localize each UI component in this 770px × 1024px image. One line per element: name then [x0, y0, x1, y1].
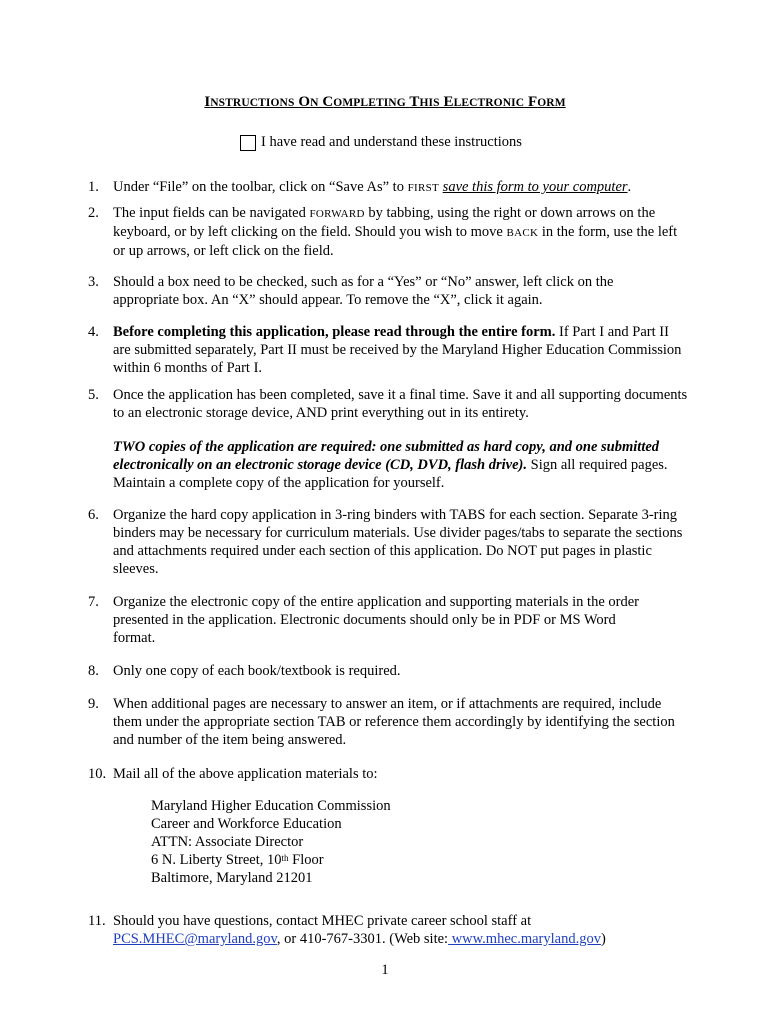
- page-number: 1: [381, 962, 389, 978]
- page-title: INSTRUCTIONS ON COMPLETING THIS ELECTRONIC FORM: [204, 94, 566, 110]
- instruction-item-1: 1. Under “File” on the toolbar, click on “Save As” to FIRST save this form to your computer.: [88, 179, 632, 195]
- acknowledge-label: I have read and understand these instructions: [261, 134, 522, 150]
- instruction-item-6: 6. Organize the hard copy application in 3-ring binders with TABS for each section. Separate 3-ring binders may be necessary for curriculum materials. Use divider pages/tabs to separate the sections and attachments required under each section of this application. Do NOT put pages in plastic sleeves.: [88, 507, 683, 577]
- instruction-item-9: 9. When additional pages are necessary to answer an item, or if attachments are required, include them under the appropriate section TAB or reference them accordingly by identifying the section and number of the item being answered.: [88, 696, 675, 748]
- email-link[interactable]: PCS.MHEC@maryland.gov: [113, 931, 277, 947]
- save-form-link[interactable]: save this form to your computer: [442, 179, 628, 195]
- acknowledge-checkbox[interactable]: [240, 135, 256, 151]
- instruction-item-8: 8. Only one copy of each book/textbook is required.: [88, 663, 401, 679]
- instruction-item-7: 7. Organize the electronic copy of the entire application and supporting materials in the order presented in the application. Electronic documents should only be in PDF or MS Word format.: [88, 594, 639, 646]
- website-link[interactable]: www.mhec.maryland.gov: [448, 931, 601, 947]
- instruction-item-3: 3. Should a box need to be checked, such as for a “Yes” or “No” answer, left click on the appropriate box. An “X” should appear. To remove the “X”, click it again.: [88, 274, 614, 308]
- instruction-item-2: 2. The input fields can be navigated FORWARD by tabbing, using the right or down arrows on the keyboard, or by left clicking on the field. Should you wish to move BACK in the form, use the left or up arrows, or left click on the field.: [88, 205, 678, 259]
- mailing-address: Maryland Higher Education Commission Career and Workforce Education ATTN: Associate Director 6 N. Liberty Street, 10th Floor Baltimore, Maryland 21201: [151, 798, 391, 886]
- instruction-item-5: 5. Once the application has been completed, save it a final time. Save it and all supporting documents to an electronic storage device, AND print everything out in its entirety. TWO copies of the application are required: one submitted as hard copy, and one submitted electronically on an electronic storage device (CD, DVD, flash drive). Sign all required pages. Maintain a complete copy of the application for yourself.: [88, 387, 688, 491]
- instruction-item-10: 10. Mail all of the above application materials to:: [88, 766, 378, 782]
- instruction-item-4: 4. Before completing this application, please read through the entire form. If Part I and Part II are submitted separately, Part II must be received by the Maryland Higher Education Commission within 6 months of Part I.: [88, 324, 682, 376]
- instruction-item-11: 11. Should you have questions, contact MHEC private career school staff at PCS.MHEC@maryland.gov, or 410-767-3301. (Web site: www.mhec.maryland.gov): [88, 913, 606, 947]
- acknowledge-row: [240, 134, 522, 151]
